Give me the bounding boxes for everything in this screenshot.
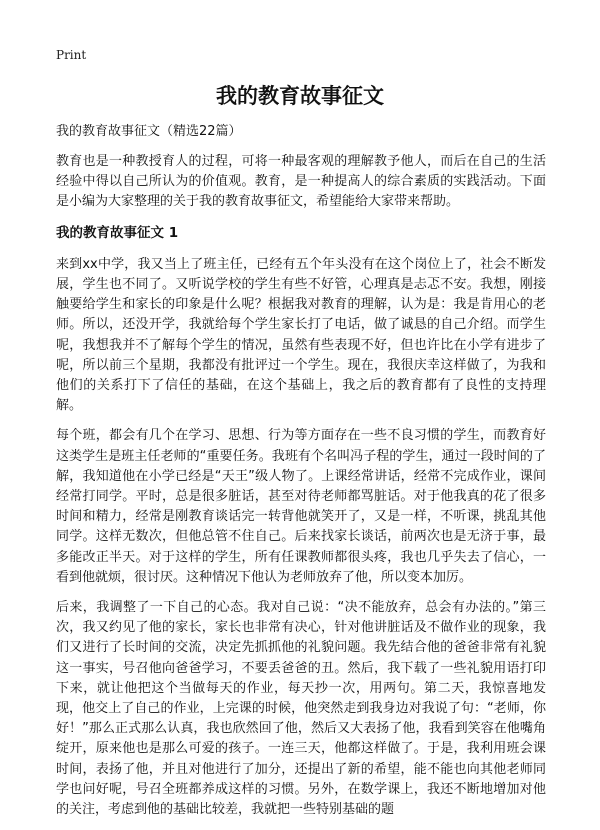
body-paragraph-3: 后来，我调整了一下自己的心态。我对自己说：“决不能放弃，总会有办法的。”第三次，我又约见了他的家长，家长也非常有决心，针对他讲脏话及不做作业的现象，我们又进行了长时间的交流，决定先抓抓他的礼貌问题。我先结合他的爸爸非常有礼貌这一事实，号召他向爸爸学习，不要丢爸爸的丑。然后，我下载了一些礼貌用语打印下来，就让他把这个当做每天的作业，每天抄一次，用两句。第二天，我惊喜地发现，他交上了自己的作业，上完课的时候，他突然走到我身边对我说了句：“老师，你好！”那么正式那么认真，我也欣然回了他，然后又大表扬了他，我看到笑容在他嘴角绽开，原来他也是那么可爱的孩子。一连三天，他都这样做了。于是，我利用班会课时间，表扬了他，并且对他进行了加分，还提出了新的希望，能不能也向其他老师同学也问好呢，号召全班都养成这样的习惯。另外，在数学课上，我还不断地增加对他的关注，考虑到他的基础比较差，我就把一些特别基础的题 [56, 600, 546, 818]
intro-paragraph: 教育也是一种教授育人的过程，可将一种最客观的理解教予他人，而后在自己的生活经验中得以自己所认为的价值观。教育，是一种提高人的综合素质的实践活动。下面是小编为大家整理的关于我的教育故事征文，希望能给大家带来帮助。 [56, 154, 546, 210]
page-title: 我的教育故事征文 [216, 84, 384, 108]
article-subtitle: 我的教育故事征文（精选22篇） [56, 124, 242, 139]
article-body [56, 152, 546, 830]
body-paragraph-1: 来到xx中学，我又当上了班主任，已经有五个年头没有在这个岗位上了，社会不断发展，学生也不同了。又听说学校的学生有些不好管，心理真是忐忑不安。我想，刚接触要给学生和家长的印象是什么呢？根据我对教育的理解，认为是：我是肯用心的老师。所以，还没开学，我就给每个学生家长打了电话，做了诚恳的自己介绍。而学生呢，我想我并不了解每个学生的情况，虽然有些表现不好，但也许比在小学有进步了呢，所以前三个星期，我都没有批评过一个学生。现在，我很庆幸这样做了，为我和他们的关系打下了信任的基础，在这个基础上，我之后的教育都有了良性的支持理解。 [56, 256, 546, 414]
print-link[interactable]: Print [56, 48, 87, 62]
body-paragraph-2: 每个班，都会有几个在学习、思想、行为等方面存在一些不良习惯的学生，而教育好这类学生是班主任老师的“重要任务。我班有个名叫冯子程的学生，通过一段时间的了解，我知道他在小学已经是“天王”级人物了。上课经常讲话，经常不完成作业，课间经常打同学。平时，总是很多脏话，甚至对待老师都骂脏话。对于他我真的花了很多时间和精力，经常是刚教育谈话完一转背他就笑开了，又是一样，不听课，挑乱其他同学。这样无数次，但他总管不住自己。后来找家长谈话，前两次也是无济于事，最多能改正半天。对于这样的学生，所有任课教师都很头疼，我也几乎失去了信心，一看到他就烦，很讨厌。这种情况下他认为老师放弃了他，所以变本加厉。 [56, 428, 546, 585]
section-heading: 我的教育故事征文 1 [56, 224, 179, 241]
